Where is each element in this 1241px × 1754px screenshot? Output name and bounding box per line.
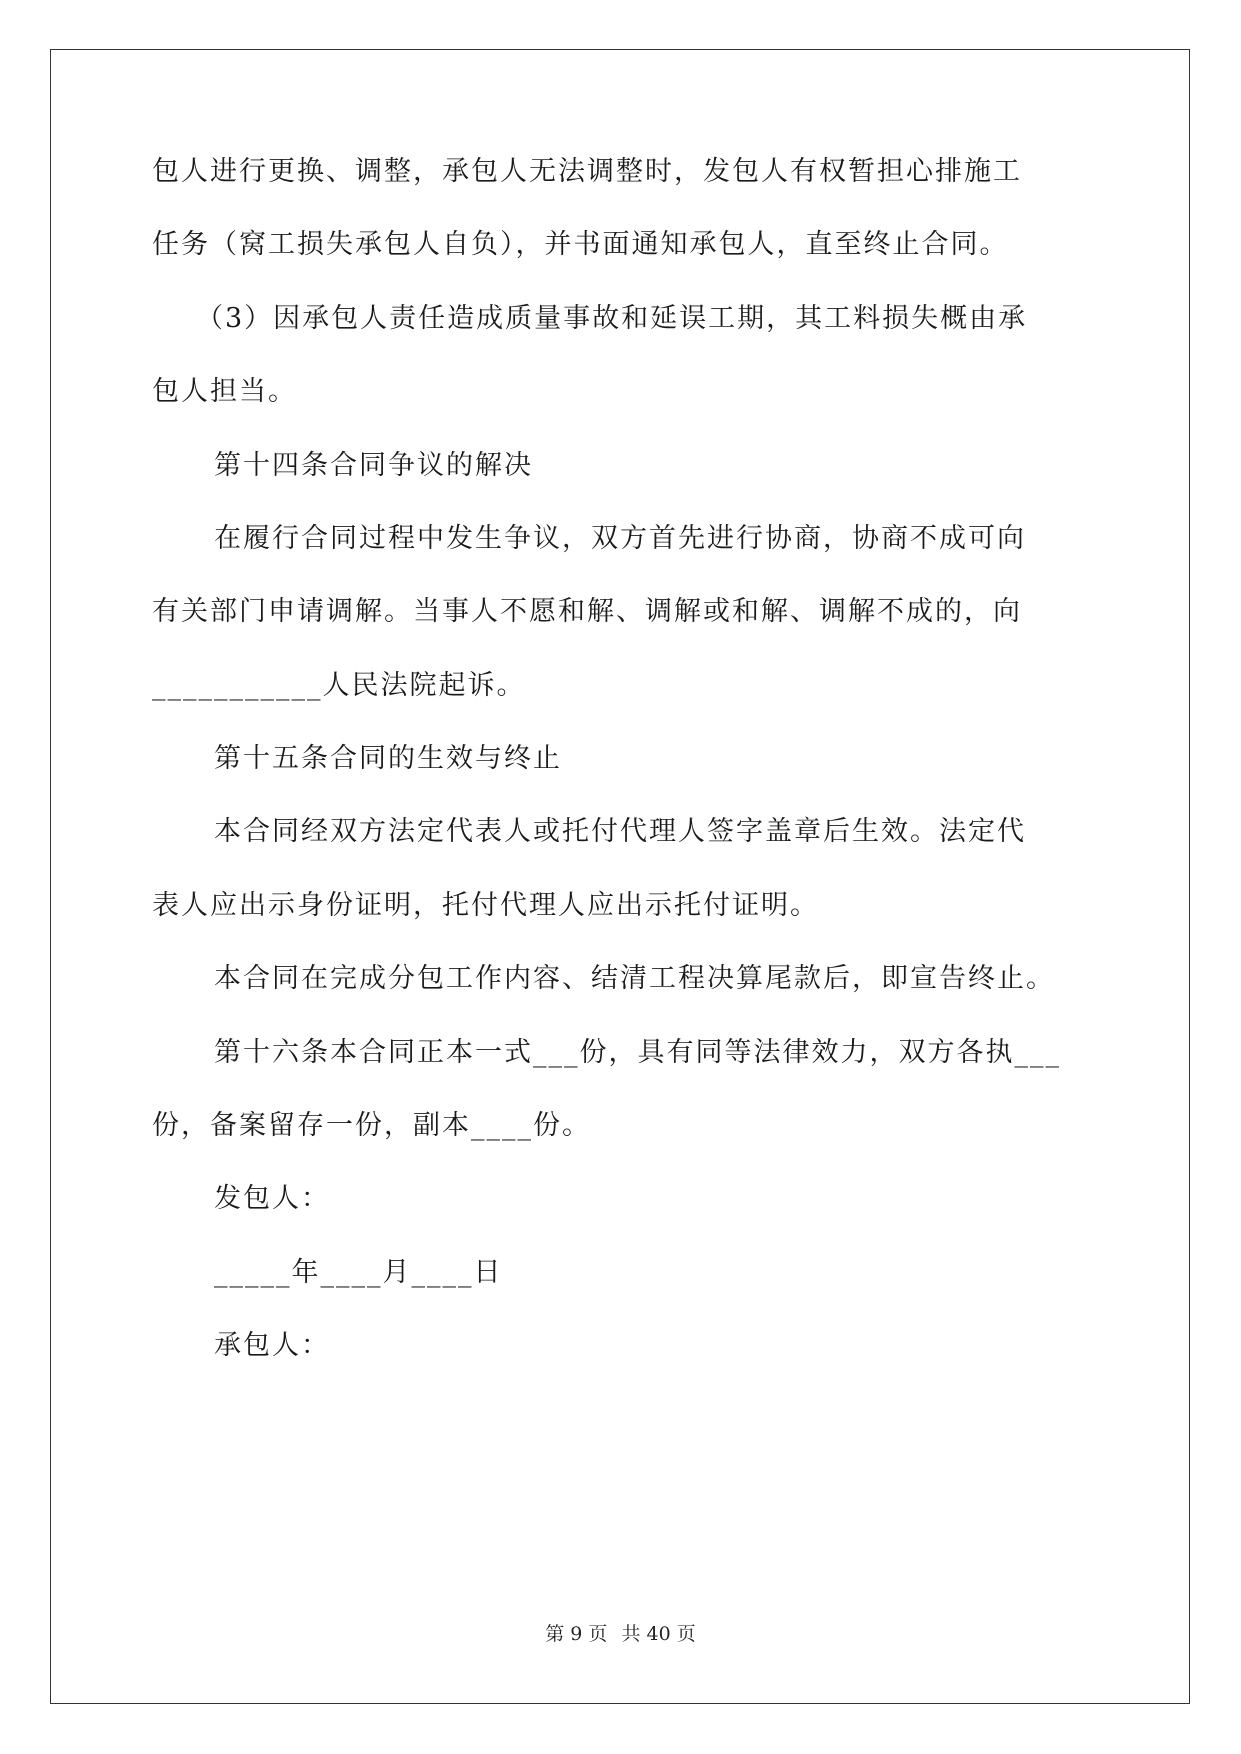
paragraph-line-7: 有关部门申请调解。当事人不愿和解、调解或和解、调解不成的，向 bbox=[152, 596, 1022, 627]
contractor-signature-label: 承包人： bbox=[214, 1330, 330, 1361]
paragraph-line-6: 在履行合同过程中发生争议，双方首先进行协商，协商不成可向 bbox=[214, 523, 1026, 554]
section-heading-14: 第十四条合同争议的解决 bbox=[214, 450, 533, 481]
paragraph-line-8: ___________人民法院起诉。 bbox=[152, 670, 526, 701]
paragraph-line-14: 份，备案留存一份，副本____份。 bbox=[152, 1110, 591, 1141]
paragraph-line-11: 表人应出示身份证明，托付代理人应出示托付证明。 bbox=[152, 890, 819, 921]
total-pages: 共 40 页 bbox=[621, 1623, 696, 1645]
paragraph-line-13: 第十六条本合同正本一式___份，具有同等法律效力，双方各执___ bbox=[214, 1037, 1061, 1068]
paragraph-line-1: 包人进行更换、调整，承包人无法调整时，发包人有权暂担心排施工 bbox=[152, 156, 1022, 187]
date-line: _____年____月____日 bbox=[214, 1257, 503, 1288]
page-frame bbox=[50, 49, 1190, 1704]
paragraph-line-2: 任务（窝工损失承包人自负），并书面通知承包人，直至终止合同。 bbox=[152, 229, 1009, 260]
page-number: 第 9 页 bbox=[545, 1623, 608, 1645]
employer-signature-label: 发包人： bbox=[214, 1183, 330, 1214]
section-heading-15: 第十五条合同的生效与终止 bbox=[214, 743, 562, 774]
paragraph-line-3: （3）因承包人责任造成质量事故和延误工期，其工料损失概由承 bbox=[196, 303, 1028, 334]
paragraph-line-4: 包人担当。 bbox=[152, 376, 297, 407]
paragraph-line-10: 本合同经双方法定代表人或托付代理人签字盖章后生效。法定代 bbox=[214, 816, 1026, 847]
paragraph-line-12: 本合同在完成分包工作内容、结清工程决算尾款后，即宣告终止。 bbox=[214, 963, 1055, 994]
page-footer bbox=[0, 1622, 1241, 1646]
